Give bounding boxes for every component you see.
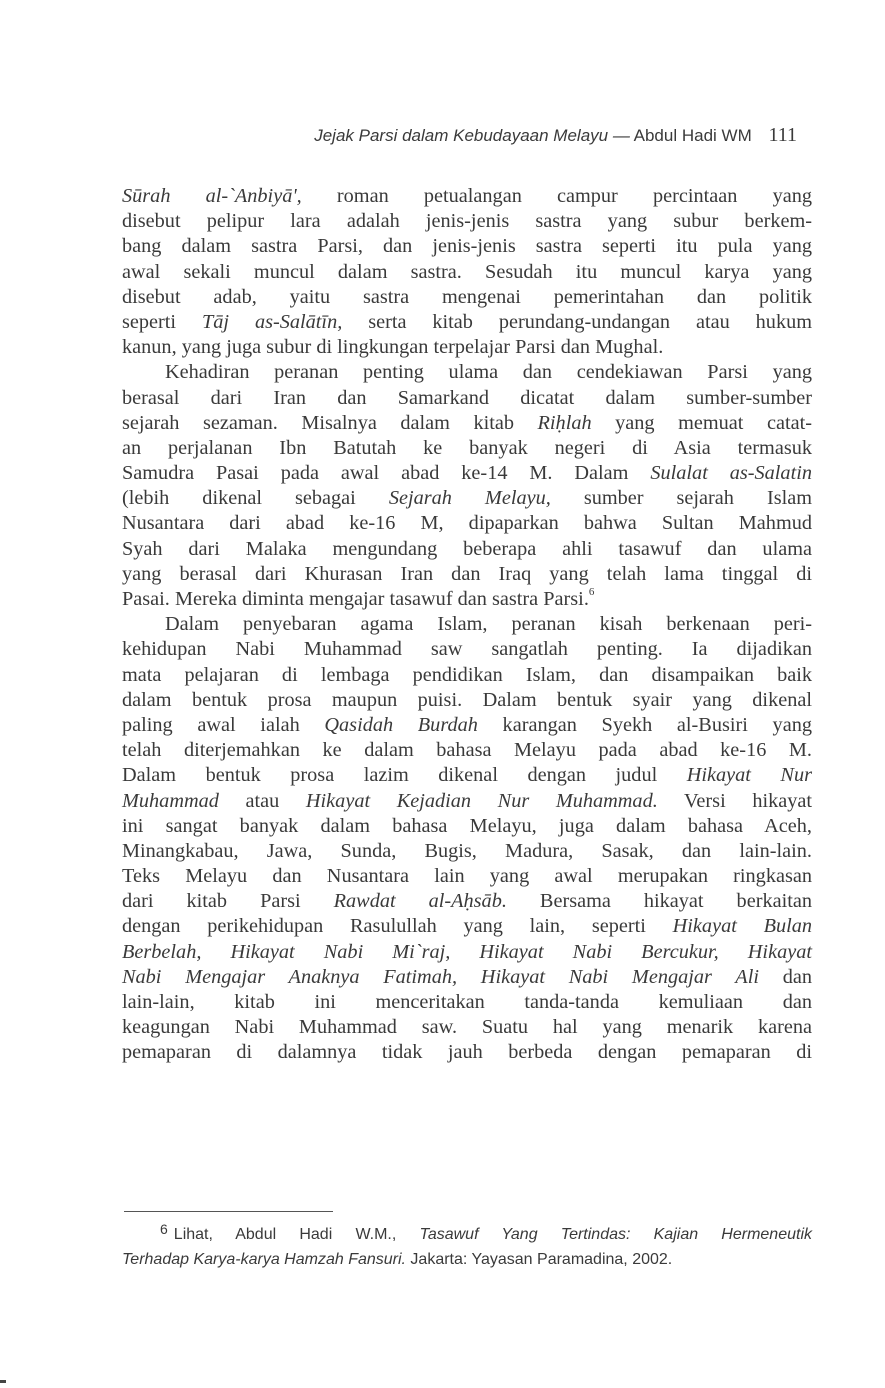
- body-line: [122, 386, 812, 411]
- body-line: [122, 285, 812, 310]
- body-line: [122, 637, 812, 662]
- body-line: [122, 209, 812, 234]
- text-segment: disebut pelipur lara adalah jenis-jenis sastra yang subur berkem-: [122, 210, 812, 233]
- text-segment: an perjalanan Ibn Batutah ke banyak negeri di Asia termasuk: [122, 436, 812, 459]
- italic-title: Tāj as-Salātīn,: [201, 310, 343, 333]
- body-line: [122, 940, 812, 965]
- italic-title: Hikayat Nur: [686, 764, 812, 787]
- italic-title: Hikayat Bulan: [672, 915, 813, 938]
- body-line: [122, 864, 812, 889]
- text-segment: Dalam bentuk prosa lazim dikenal dengan judul: [122, 764, 687, 787]
- text-segment: Bersama hikayat berkaitan: [506, 890, 813, 913]
- italic-title: Muhammad: [122, 789, 219, 812]
- italic-title: Tasawuf Yang Tertindas: Kajian Hermeneutik: [419, 1226, 812, 1243]
- text-segment: ini sangat banyak dalam bahasa Melayu, juga dalam bahasa Aceh,: [122, 814, 812, 837]
- body-line: [122, 310, 812, 335]
- italic-title: Sejarah Melayu,: [388, 487, 551, 510]
- body-line: [122, 763, 812, 788]
- italic-title: Sulalat as-Salatin: [650, 462, 812, 485]
- footnote-reference: 6: [588, 586, 595, 599]
- text-segment: seperti: [122, 310, 202, 333]
- italic-title: Terhadap Karya-karya Hamzah Fansuri.: [122, 1251, 406, 1268]
- italic-title: Riḥlah: [537, 411, 592, 434]
- body-line: [122, 461, 812, 486]
- body-line: [122, 738, 812, 763]
- text-segment: telah diterjemahkan ke dalam bahasa Melayu pada abad ke-16 M.: [122, 739, 812, 762]
- text-segment: dan: [758, 965, 812, 988]
- body-line: [122, 360, 812, 385]
- body-line: [122, 713, 812, 738]
- text-segment: paling awal ialah: [122, 713, 325, 736]
- italic-title: Rawdat al-Aḥsāb.: [333, 890, 507, 913]
- footnote-separator: [124, 1211, 333, 1212]
- body-line: [122, 486, 812, 511]
- scan-edge-mark: [0, 1380, 6, 1383]
- text-segment: bang dalam sastra Parsi, dan jenis-jenis sastra seperti itu pula yang: [122, 235, 812, 258]
- text-segment: roman petualangan campur percintaan yang: [301, 185, 812, 207]
- text-segment: karangan Syekh al-Busiri yang: [477, 713, 812, 736]
- body-line: [122, 688, 812, 713]
- body-line: [122, 914, 812, 939]
- text-segment: kehidupan Nabi Muhammad saw sangatlah penting. Ia dijadikan: [122, 638, 812, 661]
- text-segment: keagungan Nabi Muhammad saw. Suatu hal yang menarik karena: [122, 1016, 812, 1039]
- text-segment: (lebih dikenal sebagai: [122, 487, 389, 510]
- text-segment: Teks Melayu dan Nusantara lain yang awal merupakan ringkasan: [122, 865, 812, 888]
- body-line: [122, 436, 812, 461]
- body-line: [122, 335, 812, 360]
- text-segment: Dalam penyebaran agama Islam, peranan kisah berkenaan peri-: [165, 613, 812, 636]
- text-segment: yang memuat catat-: [591, 411, 812, 434]
- body-line: [122, 1040, 812, 1065]
- body-line: [122, 511, 812, 536]
- body-line: [122, 562, 812, 587]
- text-segment: Nusantara dari abad ke-16 M, dipaparkan bahwa Sultan Mahmud: [122, 512, 812, 535]
- body-line: [122, 587, 812, 612]
- text-segment: awal sekali muncul dalam sastra. Sesudah itu muncul karya yang: [122, 260, 812, 283]
- footnote-line: [122, 1247, 812, 1273]
- running-header-title: Jejak Parsi dalam Kebudayaan Melayu —: [314, 126, 630, 145]
- text-segment: dalam bentuk prosa maupun puisi. Dalam bentuk syair yang dikenal: [122, 688, 812, 711]
- text-segment: Kehadiran peranan penting ulama dan cendekiawan Parsi yang: [165, 361, 812, 384]
- text-segment: Versi hikayat: [657, 789, 813, 812]
- body-line: [122, 663, 812, 688]
- italic-title: Berbelah, Hikayat Nabi Mi`raj, Hikayat Nabi Bercukur, Hikayat: [122, 940, 812, 963]
- text-segment: Syah dari Malaka mengundang beberapa ahli tasawuf dan ulama: [122, 537, 812, 560]
- text-segment: dari kitab Parsi: [122, 890, 334, 913]
- text-segment: sumber sejarah Islam: [550, 487, 813, 510]
- text-segment: mata pelajaran di lembaga pendidikan Islam, dan disampaikan baik: [122, 663, 812, 686]
- body-text: [122, 184, 812, 1066]
- text-segment: pemaparan di dalamnya tidak jauh berbeda dengan pemaparan di: [122, 1041, 812, 1064]
- body-line: [122, 990, 812, 1015]
- footnote: [122, 1221, 812, 1273]
- running-header-author: Abdul Hadi WM: [633, 126, 752, 145]
- body-line: [122, 814, 812, 839]
- page-number: 111: [768, 124, 797, 146]
- body-line: [122, 260, 812, 285]
- text-segment: Jakarta: Yayasan Paramadina, 2002.: [405, 1251, 673, 1268]
- body-line: [122, 965, 812, 990]
- text-segment: yang berasal dari Khurasan Iran dan Iraq yang telah lama tinggal di: [122, 562, 812, 585]
- text-segment: disebut adab, yaitu sastra mengenai pemerintahan dan politik: [122, 285, 812, 308]
- text-segment: kanun, yang juga subur di lingkungan terpelajar Parsi dan Mughal.: [122, 336, 664, 359]
- text-segment: Minangkabau, Jawa, Sunda, Bugis, Madura, Sasak, dan lain-lain.: [122, 839, 812, 862]
- italic-title: Qasidah Burdah: [324, 713, 478, 736]
- footnote-line: [122, 1221, 812, 1247]
- text-segment: sejarah sezaman. Misalnya dalam kitab: [122, 411, 538, 434]
- text-segment: Lihat, Abdul Hadi W.M.,: [173, 1226, 420, 1243]
- text-segment: serta kitab perundang-undangan atau hukum: [342, 310, 812, 333]
- italic-title: Nabi Mengajar Anaknya Fatimah, Hikayat Nabi Mengajar Ali: [122, 965, 759, 988]
- body-line: [122, 411, 812, 436]
- text-segment: berasal dari Iran dan Samarkand dicatat dalam sumber-sumber: [122, 386, 812, 409]
- running-header: [0, 124, 797, 147]
- body-line: [122, 889, 812, 914]
- body-line: [122, 612, 812, 637]
- text-segment: Samudra Pasai pada awal abad ke-14 M. Dalam: [122, 462, 651, 485]
- text-segment: dengan perikehidupan Rasulullah yang lain, seperti: [122, 915, 673, 938]
- text-segment: atau: [218, 789, 306, 812]
- footnote-number: 6: [160, 1221, 168, 1237]
- body-line: [122, 839, 812, 864]
- italic-title: Hikayat Kejadian Nur Muhammad.: [305, 789, 658, 812]
- body-line: [122, 184, 812, 209]
- body-line: [122, 789, 812, 814]
- text-segment: lain-lain, kitab ini menceritakan tanda-tanda kemuliaan dan: [122, 991, 812, 1013]
- body-line: [122, 234, 812, 259]
- text-segment: Pasai. Mereka diminta mengajar tasawuf dan sastra Parsi.: [122, 588, 589, 610]
- body-line: [122, 537, 812, 562]
- italic-title: Sūrah al-`Anbiyā',: [122, 185, 302, 207]
- body-line: [122, 1015, 812, 1040]
